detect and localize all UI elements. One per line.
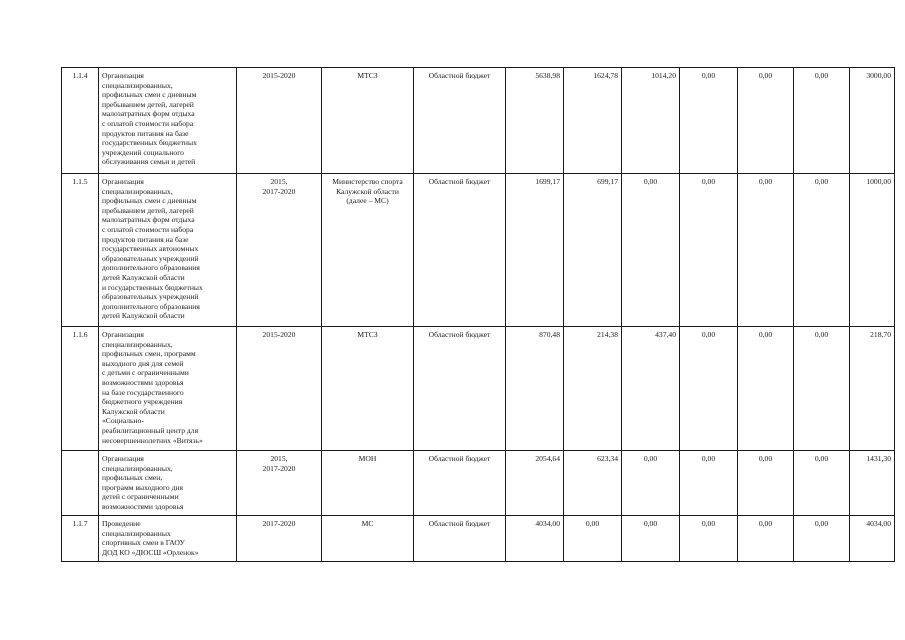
row-funding-source: Областной бюджет [414, 68, 506, 174]
row-measure-name: Проведение специализированных спортивных смен в ГАОУ ДОД КО «ДЮСШ «Орленок» [99, 516, 237, 562]
row-code: 1.1.4 [62, 68, 99, 174]
table-row [62, 174, 895, 327]
row-period: 2015-2020 [237, 68, 322, 174]
row-year-2015: 0,00 [564, 516, 622, 562]
row-executor: МОН [322, 451, 414, 516]
table-row [62, 451, 895, 516]
row-period: 2015, 2017-2020 [237, 174, 322, 327]
row-executor: МТСЗ [322, 327, 414, 451]
row-period: 2015-2020 [237, 327, 322, 451]
row-measure-name: Организация специализированных, профильных смен с дневным пребыванием детей, лагерей малозатратных форм отдыха с оплатой стоимости набора продуктов питания на базе государственных бюджетных учреждений социального обслуживания семьи и детей [99, 68, 237, 174]
row-year-2015: 623,34 [564, 451, 622, 516]
row-executor: Министерство спорта Калужской области (далее – МС) [322, 174, 414, 327]
row-year-2018: 0,00 [738, 327, 794, 451]
row-executor: МТСЗ [322, 68, 414, 174]
row-year-2018: 0,00 [738, 68, 794, 174]
row-year-2019: 0,00 [794, 68, 850, 174]
row-year-2015: 699,17 [564, 174, 622, 327]
row-year-2016: 437,40 [622, 327, 680, 451]
row-year-2019: 0,00 [794, 451, 850, 516]
row-year-2017: 0,00 [680, 68, 738, 174]
row-code: 1.1.7 [62, 516, 99, 562]
row-year-2018: 0,00 [738, 451, 794, 516]
table-row [62, 327, 895, 451]
budget-table [61, 67, 895, 562]
row-year-2020: 218,70 [850, 327, 895, 451]
row-year-2020: 1431,30 [850, 451, 895, 516]
row-total: 870,48 [506, 327, 564, 451]
row-year-2017: 0,00 [680, 516, 738, 562]
row-code: 1.1.6 [62, 327, 99, 451]
table-row [62, 68, 895, 174]
row-period: 2017-2020 [237, 516, 322, 562]
row-year-2016: 0,00 [622, 174, 680, 327]
row-year-2017: 0,00 [680, 174, 738, 327]
row-total: 4034,00 [506, 516, 564, 562]
row-year-2019: 0,00 [794, 327, 850, 451]
row-year-2020: 3000,00 [850, 68, 895, 174]
row-funding-source: Областной бюджет [414, 174, 506, 327]
row-year-2017: 0,00 [680, 327, 738, 451]
row-measure-name: Организация специализированных, профильных смен, программ выходного дня детей с ограниченными возможностями здоровья [99, 451, 237, 516]
row-year-2018: 0,00 [738, 174, 794, 327]
row-year-2017: 0,00 [680, 451, 738, 516]
row-year-2018: 0,00 [738, 516, 794, 562]
row-year-2019: 0,00 [794, 174, 850, 327]
row-year-2020: 4034,00 [850, 516, 895, 562]
table-row [62, 516, 895, 562]
row-year-2015: 1624,78 [564, 68, 622, 174]
row-code: 1.1.5 [62, 174, 99, 327]
row-year-2019: 0,00 [794, 516, 850, 562]
row-funding-source: Областной бюджет [414, 451, 506, 516]
row-period: 2015, 2017-2020 [237, 451, 322, 516]
row-total: 5638,98 [506, 68, 564, 174]
row-year-2016: 1014,20 [622, 68, 680, 174]
row-code [62, 451, 99, 516]
row-year-2016: 0,00 [622, 516, 680, 562]
row-funding-source: Областной бюджет [414, 516, 506, 562]
row-year-2020: 1000,00 [850, 174, 895, 327]
row-total: 1699,17 [506, 174, 564, 327]
row-funding-source: Областной бюджет [414, 327, 506, 451]
row-measure-name: Организация специализированных, профильных смен с дневным пребыванием детей, лагерей малозатратных форм отдыха с оплатой стоимости набора продуктов питания на базе государственных автономных образовательных учреждений дополнительного образования детей Калужской области и государственных бюджетных образовательных учреждений дополнительного образования детей Калужской области [99, 174, 237, 327]
row-executor: МС [322, 516, 414, 562]
row-measure-name: Организация специализированных, профильных смен, программ выходного дня для семей с детьми с ограниченными возможностями здоровья на базе государственного бюджетного учреждения Калужской области «Социально- реабилитационный центр для несовершеннолетних «Витязь» [99, 327, 237, 451]
row-total: 2054,64 [506, 451, 564, 516]
row-year-2015: 214,38 [564, 327, 622, 451]
row-year-2016: 0,00 [622, 451, 680, 516]
